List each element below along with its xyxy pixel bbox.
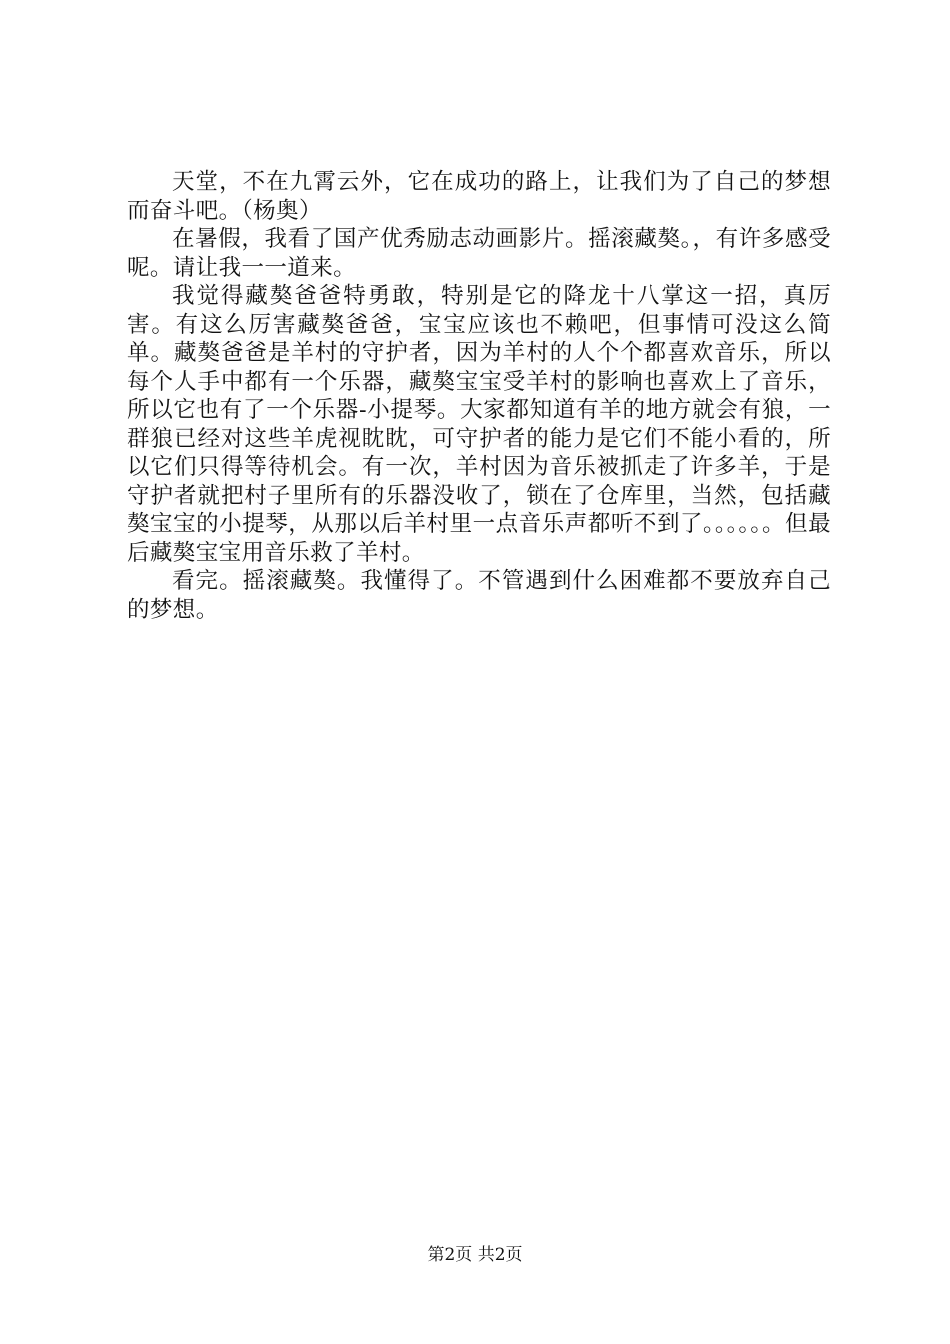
paragraph-4: 看完。摇滚藏獒。我懂得了。不管遇到什么困难都不要放弃自己的梦想。 bbox=[127, 568, 831, 623]
paragraph-3: 我觉得藏獒爸爸特勇敢，特别是它的降龙十八掌这一招，真厉害。有这么厉害藏獒爸爸，宝宝应该也不赖吧，但事情可没这么简单。藏獒爸爸是羊村的守护者，因为羊村的人个个都喜欢音乐，所以每个人手中都有一个乐器，藏獒宝宝受羊村的影响也喜欢上了音乐，所以它也有了一个乐器-小提琴。大家都知道有羊的地方就会有狼，一群狼已经对这些羊虎视眈眈，可守护者的能力是它们不能小看的，所以它们只得等待机会。有一次，羊村因为音乐被抓走了许多羊，于是守护者就把村子里所有的乐器没收了，锁在了仓库里，当然，包括藏獒宝宝的小提琴，从那以后羊村里一点音乐声都听不到了。。。。。。但最后藏獒宝宝用音乐救了羊村。 bbox=[127, 283, 831, 566]
paragraph-2: 在暑假，我看了国产优秀励志动画影片。摇滚藏獒。，有许多感受呢。请让我一一道来。 bbox=[127, 226, 831, 281]
page-number-footer: 第2页 共2页 bbox=[427, 1245, 523, 1265]
document-body bbox=[127, 168, 831, 624]
paragraph-1: 天堂，不在九霄云外，它在成功的路上，让我们为了自己的梦想而奋斗吧。（杨奥） bbox=[127, 169, 831, 224]
